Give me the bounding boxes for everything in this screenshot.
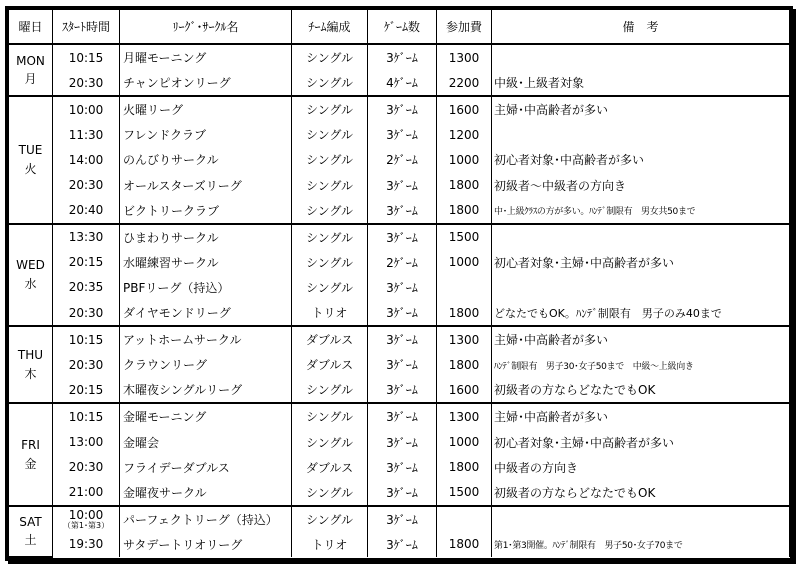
team-format-text: シングル (305, 51, 354, 66)
notes-cell (492, 403, 790, 429)
game-count-cell (368, 147, 437, 172)
table-row (9, 70, 790, 96)
start-time-cell (53, 430, 120, 455)
team-format-text: シングル (305, 280, 354, 295)
team-format-text: トリオ (311, 306, 348, 320)
game-count-cell (368, 455, 437, 480)
day-cell (9, 403, 53, 505)
notes-cell (492, 326, 790, 352)
day-japanese: 土 (24, 533, 37, 548)
start-time-cell (53, 172, 120, 197)
game-count-text: 2ｹﾞｰﾑ (386, 153, 418, 168)
fee-cell (437, 506, 492, 532)
start-time-text: 20:15 (68, 255, 104, 270)
fee-cell (437, 250, 492, 275)
team-format-cell (292, 430, 368, 455)
notes-cell (492, 122, 790, 147)
league-name-cell (120, 300, 292, 326)
notes-text: 初心者対象･主婦･中高齢者が多い (494, 255, 675, 270)
fee-cell (437, 300, 492, 326)
start-time-cell (53, 480, 120, 506)
league-name-text: 月曜モーニング (123, 51, 207, 66)
team-format-cell (292, 224, 368, 250)
league-name-text: PBFリーグ（持込） (123, 280, 230, 295)
fee-cell (437, 275, 492, 300)
game-count-text: 3ｹﾞｰﾑ (386, 280, 418, 295)
team-format-text: シングル (305, 153, 354, 168)
day-english: MON (16, 53, 45, 68)
league-name-cell (120, 506, 292, 532)
game-count-cell (368, 250, 437, 275)
day-japanese: 木 (24, 366, 37, 381)
team-format-text: トリオ (311, 537, 348, 552)
league-name-text: パーフェクトリーグ（持込） (123, 512, 278, 527)
header-notes: 備 考 (492, 10, 790, 45)
team-format-text: シングル (305, 512, 354, 527)
team-format-cell (292, 326, 368, 352)
table-row (9, 96, 790, 122)
day-group-tue (9, 96, 790, 223)
game-count-text: 3ｹﾞｰﾑ (386, 485, 418, 500)
fee-text: 1300 (448, 409, 480, 424)
notes-cell (492, 532, 790, 557)
game-count-cell (368, 480, 437, 506)
team-format-cell (292, 70, 368, 96)
notes-text: 初級者の方ならどなたでもOK (494, 383, 656, 398)
start-time-cell (53, 122, 120, 147)
notes-cell (492, 455, 790, 480)
fee-text: 1000 (448, 152, 480, 167)
league-name-text: チャンピオンリーグ (123, 76, 231, 91)
table-row (9, 326, 790, 352)
table-row (9, 250, 790, 275)
league-name-cell (120, 44, 292, 70)
table-row (9, 352, 790, 377)
league-name-cell (120, 532, 292, 557)
league-name-text: サタデートリオリーグ (123, 537, 243, 552)
start-time-cell (53, 300, 120, 326)
table-row (9, 377, 790, 403)
header-start-time: ｽﾀｰﾄ時間 (53, 10, 120, 45)
table-row (9, 224, 790, 250)
game-count-cell (368, 44, 437, 70)
league-name-cell (120, 96, 292, 122)
header-league-name: ﾘｰｸﾞ･ｻｰｸﾙ名 (120, 10, 292, 45)
game-count-text: 3ｹﾞｰﾑ (386, 178, 418, 193)
day-japanese: 水 (24, 276, 37, 291)
table-row (9, 44, 790, 70)
league-name-cell (120, 250, 292, 275)
start-time-cell (53, 70, 120, 96)
start-time-cell (53, 44, 120, 70)
game-count-cell (368, 198, 437, 224)
league-name-cell (120, 403, 292, 429)
league-name-text: クラウンリーグ (123, 358, 208, 373)
league-name-text: ダイヤモンドリーグ (123, 306, 231, 320)
game-count-cell (368, 70, 437, 96)
league-name-text: 火曜リーグ (123, 103, 184, 118)
league-schedule-table (8, 9, 790, 558)
day-english: TUE (18, 143, 43, 158)
start-time-text: 20:35 (68, 280, 104, 295)
fee-cell (437, 480, 492, 506)
notes-text: 初級者～中級者の方向き (494, 178, 627, 193)
team-format-text: シングル (305, 128, 354, 143)
start-time-text: 11:30 (68, 127, 104, 142)
day-english: SAT (19, 514, 42, 529)
league-name-text: 水曜練習サークル (123, 255, 219, 270)
notes-text: 中級･上級者対象 (494, 76, 585, 91)
notes-text: 中･上級ｸﾗｽの方が多い。ﾊﾝﾃﾞ制限有 男女共50まで (494, 207, 696, 218)
start-time-text: 20:30 (68, 178, 104, 192)
league-name-cell (120, 480, 292, 506)
day-japanese: 金 (24, 456, 37, 471)
game-count-cell (368, 532, 437, 557)
team-format-cell (292, 506, 368, 532)
table-row (9, 403, 790, 429)
day-group-mon (9, 44, 790, 96)
team-format-text: ダブルス (305, 333, 354, 348)
game-count-cell (368, 122, 437, 147)
league-name-cell (120, 275, 292, 300)
team-format-cell (292, 352, 368, 377)
day-english: FRI (21, 437, 40, 452)
league-name-cell (120, 224, 292, 250)
game-count-cell (368, 326, 437, 352)
start-time-text: 14:00 (68, 152, 104, 167)
league-name-text: フレンドクラブ (123, 128, 206, 143)
notes-cell (492, 147, 790, 172)
game-count-cell (368, 96, 437, 122)
day-english: THU (17, 348, 44, 363)
game-count-text: 3ｹﾞｰﾑ (386, 537, 418, 552)
fee-cell (437, 96, 492, 122)
notes-cell (492, 480, 790, 506)
day-cell (9, 224, 53, 326)
league-name-text: ビクトリークラブ (123, 203, 220, 218)
game-count-text: 3ｹﾞｰﾑ (386, 435, 418, 450)
game-count-text: 4ｹﾞｰﾑ (386, 76, 418, 91)
game-count-text: 3ｹﾞｰﾑ (386, 51, 418, 66)
game-count-cell (368, 300, 437, 326)
notes-cell (492, 430, 790, 455)
team-format-text: ダブルス (305, 460, 354, 475)
start-time-cell (53, 224, 120, 250)
team-format-text: シングル (305, 103, 354, 118)
team-format-text: シングル (305, 178, 354, 193)
league-name-cell (120, 377, 292, 403)
league-name-text: 木曜夜シングルリーグ (123, 383, 243, 398)
fee-cell (437, 430, 492, 455)
fee-text: 1800 (448, 178, 480, 192)
league-name-text: 金曜モーニング (123, 410, 207, 425)
notes-cell (492, 250, 790, 275)
fee-text: 1500 (448, 230, 480, 245)
game-count-cell (368, 275, 437, 300)
start-time-text: 20:40 (68, 203, 104, 218)
notes-cell (492, 44, 790, 70)
game-count-cell (368, 352, 437, 377)
league-name-text: 金曜会 (123, 435, 160, 450)
team-format-cell (292, 172, 368, 197)
fee-text: 1300 (448, 332, 480, 347)
start-time-cell (53, 506, 120, 532)
day-cell (9, 96, 53, 223)
game-count-text: 2ｹﾞｰﾑ (386, 255, 418, 270)
fee-text: 1000 (448, 255, 480, 270)
team-format-cell (292, 403, 368, 429)
fee-cell (437, 198, 492, 224)
day-english: WED (16, 258, 45, 273)
table-row (9, 300, 790, 326)
notes-text: 主婦･中高齢者が多い (494, 103, 609, 118)
fee-text: 1800 (448, 305, 480, 320)
notes-cell (492, 352, 790, 377)
notes-cell (492, 224, 790, 250)
start-time-text: 10:00 (68, 102, 104, 117)
league-name-cell (120, 198, 292, 224)
fee-text: 1600 (448, 382, 480, 397)
header-fee: 参加費 (437, 10, 492, 45)
game-count-text: 3ｹﾞｰﾑ (386, 383, 418, 398)
start-time-cell (53, 352, 120, 377)
start-time-text: 13:30 (68, 230, 104, 245)
game-count-cell (368, 506, 437, 532)
team-format-cell (292, 250, 368, 275)
day-group-wed (9, 224, 790, 326)
game-count-text: 3ｹﾞｰﾑ (386, 103, 418, 118)
game-count-text: 3ｹﾞｰﾑ (386, 512, 418, 527)
team-format-cell (292, 122, 368, 147)
notes-text: 初心者対象･主婦･中高齢者が多い (494, 435, 675, 450)
fee-text: 1600 (448, 102, 480, 117)
game-count-cell (368, 377, 437, 403)
fee-text: 1300 (448, 50, 480, 65)
start-time-text: 10:15 (68, 50, 104, 65)
team-format-cell (292, 455, 368, 480)
fee-cell (437, 70, 492, 96)
fee-cell (437, 147, 492, 172)
game-count-text: 3ｹﾞｰﾑ (386, 306, 418, 320)
table-row (9, 172, 790, 197)
team-format-cell (292, 44, 368, 70)
league-name-cell (120, 122, 292, 147)
notes-text: ﾊﾝﾃﾞ制限有 男子30･女子50まで 中級～上級向き (494, 361, 694, 372)
league-name-cell (120, 455, 292, 480)
start-time-cell (53, 198, 120, 224)
notes-text: 主婦･中高齢者が多い (494, 410, 609, 425)
fee-cell (437, 377, 492, 403)
fee-text: 1800 (448, 357, 480, 372)
table-header (9, 10, 790, 45)
day-group-sat (9, 506, 790, 557)
fee-cell (437, 224, 492, 250)
team-format-cell (292, 96, 368, 122)
fee-cell (437, 172, 492, 197)
team-format-text: シングル (305, 383, 354, 398)
table-row (9, 147, 790, 172)
day-cell (9, 506, 53, 557)
day-group-thu (9, 326, 790, 403)
day-japanese: 月 (24, 72, 37, 87)
team-format-text: シングル (305, 435, 354, 450)
league-name-text: ひまわりサークル (123, 230, 219, 245)
league-name-cell (120, 352, 292, 377)
game-count-text: 3ｹﾞｰﾑ (386, 203, 418, 218)
game-count-text: 3ｹﾞｰﾑ (386, 358, 418, 373)
fee-text: 1000 (448, 435, 480, 450)
fee-text: 1800 (448, 537, 480, 552)
start-time-cell (53, 275, 120, 300)
notes-text: 主婦･中高齢者が多い (494, 333, 609, 348)
game-count-text: 3ｹﾞｰﾑ (386, 128, 418, 143)
league-name-text: フライデーダブルス (123, 460, 230, 475)
game-count-cell (368, 403, 437, 429)
start-time-text: 13:00 (68, 435, 104, 450)
fee-cell (437, 455, 492, 480)
team-format-text: シングル (305, 230, 354, 245)
team-format-text: シングル (305, 76, 354, 91)
start-time: 10:00 (68, 507, 104, 522)
notes-cell (492, 300, 790, 326)
fee-cell (437, 44, 492, 70)
notes-text: どなたでもOK。ﾊﾝﾃﾞ制限有 男子のみ40まで (494, 306, 722, 320)
notes-text: 中級者の方向き (494, 460, 579, 475)
table-row (9, 506, 790, 532)
fee-cell (437, 403, 492, 429)
start-time-text: 20:30 (68, 305, 104, 320)
team-format-text: ダブルス (305, 358, 354, 373)
game-count-cell (368, 430, 437, 455)
start-time-cell (53, 403, 120, 429)
start-time-cell (53, 96, 120, 122)
start-time-cell (53, 326, 120, 352)
fee-text: 1800 (448, 203, 480, 218)
league-name-cell (120, 326, 292, 352)
team-format-cell (292, 377, 368, 403)
table-row (9, 198, 790, 224)
team-format-text: シングル (305, 485, 354, 500)
league-schedule-sheet (5, 6, 793, 561)
team-format-text: シングル (305, 255, 354, 270)
header-day: 曜日 (9, 10, 53, 45)
table-row (9, 480, 790, 506)
team-format-cell (292, 198, 368, 224)
start-time-text: 10:15 (68, 409, 104, 424)
start-time-text: 20:30 (68, 357, 104, 372)
game-count-text: 3ｹﾞｰﾑ (386, 230, 418, 245)
fee-text: 1800 (448, 460, 480, 475)
fee-cell (437, 326, 492, 352)
notes-text: 初心者対象･中高齢者が多い (494, 153, 645, 168)
league-name-cell (120, 147, 292, 172)
table-row (9, 122, 790, 147)
header-team-format: ﾁｰﾑ編成 (292, 10, 368, 45)
start-time-cell (53, 532, 120, 557)
league-name-text: オールスターズリーグ (123, 178, 242, 193)
game-count-cell (368, 172, 437, 197)
start-time-text: 20:30 (68, 75, 104, 90)
start-time-text: 20:15 (68, 382, 104, 397)
day-cell (9, 326, 53, 403)
start-time-text: 10:15 (68, 332, 104, 347)
notes-text: 初級者の方ならどなたでもOK (494, 485, 656, 500)
league-name-text: のんびりサークル (123, 153, 219, 168)
game-count-text: 3ｹﾞｰﾑ (386, 460, 418, 475)
league-name-cell (120, 172, 292, 197)
start-time-text: 19:30 (68, 537, 104, 552)
team-format-cell (292, 275, 368, 300)
fee-text: 1200 (448, 127, 480, 142)
start-time-cell (53, 250, 120, 275)
team-format-text: シングル (305, 203, 354, 218)
notes-cell (492, 70, 790, 96)
notes-cell (492, 172, 790, 197)
notes-cell (492, 506, 790, 532)
notes-cell (492, 275, 790, 300)
league-name-cell (120, 70, 292, 96)
header-game-count: ｹﾞｰﾑ数 (368, 10, 437, 45)
table-row (9, 532, 790, 557)
table-row (9, 430, 790, 455)
game-count-text: 3ｹﾞｰﾑ (386, 410, 418, 425)
notes-text: 第1･第3開催。ﾊﾝﾃﾞ制限有 男子50･女子70まで (494, 541, 683, 552)
day-japanese: 火 (24, 161, 37, 176)
game-count-cell (368, 224, 437, 250)
fee-text: 1500 (448, 485, 480, 500)
team-format-cell (292, 532, 368, 557)
start-time-text: 20:30 (68, 460, 104, 475)
notes-cell (492, 377, 790, 403)
league-name-text: 金曜夜サークル (123, 485, 207, 500)
team-format-cell (292, 300, 368, 326)
fee-cell (437, 532, 492, 557)
fee-cell (437, 122, 492, 147)
fee-cell (437, 352, 492, 377)
notes-cell (492, 96, 790, 122)
start-time-text: 21:00 (68, 485, 104, 500)
start-time-cell (53, 377, 120, 403)
team-format-text: シングル (305, 410, 354, 425)
table-row (9, 455, 790, 480)
table-row (9, 275, 790, 300)
league-name-text: アットホームサークル (123, 333, 242, 348)
fee-text: 2200 (448, 75, 480, 90)
start-time-note: （第1･第3） (62, 520, 110, 530)
league-name-cell (120, 430, 292, 455)
team-format-cell (292, 480, 368, 506)
team-format-cell (292, 147, 368, 172)
day-cell (9, 44, 53, 96)
notes-cell (492, 198, 790, 224)
start-time-cell (53, 147, 120, 172)
start-time-cell (53, 455, 120, 480)
game-count-text: 3ｹﾞｰﾑ (386, 333, 418, 348)
day-group-fri (9, 403, 790, 505)
